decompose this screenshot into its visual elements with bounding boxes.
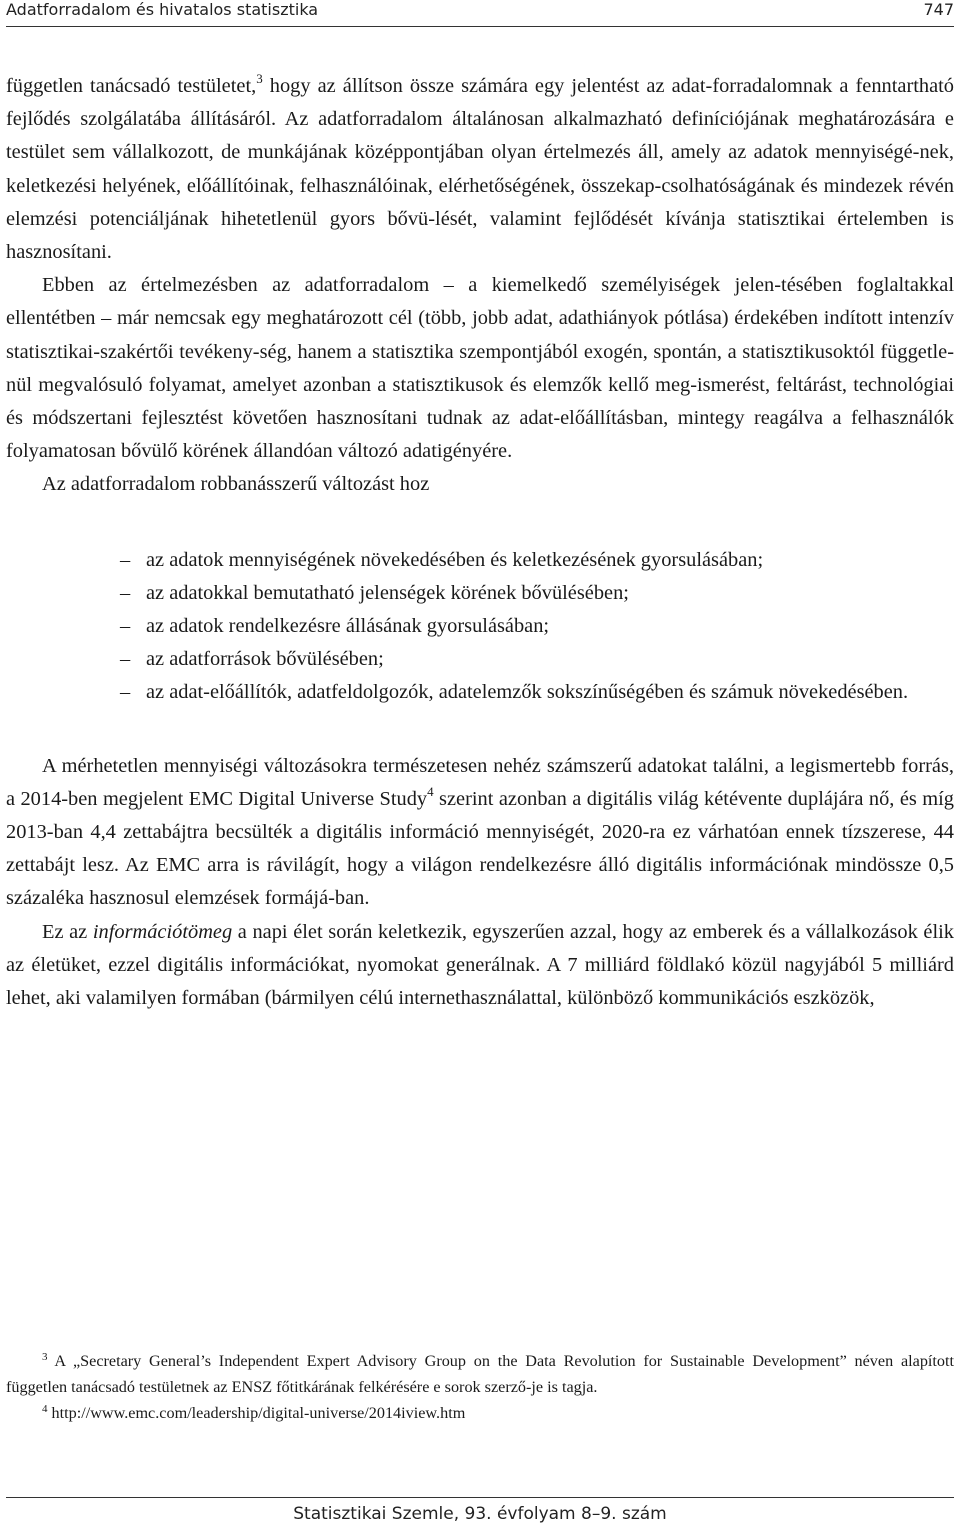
list-item-text: az adatforrások bővülésében; — [146, 648, 384, 671]
list-item-text: az adatokkal bemutatható jelenségek körének bővülésében; — [146, 581, 629, 604]
dash-bullet: – — [120, 581, 131, 604]
footnote-3 — [6, 1348, 954, 1400]
paragraph-1-text-a: független tanácsadó testületet, — [6, 75, 257, 97]
article-body — [6, 70, 954, 1015]
paragraph-5 — [6, 916, 954, 1016]
paragraph-1 — [6, 70, 954, 269]
list-item — [6, 544, 954, 577]
dash-bullet: – — [120, 615, 131, 638]
page-number: 747 — [923, 0, 954, 19]
spacer — [6, 502, 954, 544]
footnote-text: A „Secretary General’s Independent Expert Advisory Group on the Data Revolution for Sustainable Development” néven alapított független tanácsadó testületnek az ENSZ főtitkárának felkérésére e sorok szerző-je is tagja. — [6, 1352, 954, 1396]
paragraph-3: Az adatforradalom robbanásszerű változást hoz — [42, 473, 430, 496]
footnotes — [6, 1348, 954, 1426]
running-footer: Statisztikai Szemle, 93. évfolyam 8–9. szám — [293, 1504, 667, 1524]
footnote-ref-4[interactable]: 4 — [427, 783, 434, 799]
paragraph-4 — [6, 750, 954, 916]
paragraph-4-text-b: szerint azonban a digitális világ kétévente duplájára nő, és míg 2013-ban 4,4 zettabájtra becsülték a digitális információ mennyiségét, 2020-ra ez várhatóan ennek tízszerese, 44 zettabájt lesz. Az EMC arra is rávilágít, hogy a világon rendelkezésre álló digitális információnak mindössze 0,5 százaléka hasznosul elemzések formájá-ban. — [6, 787, 954, 910]
paragraph-5-text-b: a napi élet során keletkezik, egyszerűen azzal, hogy az emberek és a vállalkozások élik az életüket, ezzel digitális információkat, nyomokat generálnak. A 7 milliárd földlakó közül nagyjából 5 milliárd lehet, aki valamilyen formában (bármilyen célú internethasználattal, különböző kommunikációs eszközök, — [6, 920, 954, 1010]
list-item-text: az adat-előállítók, adatfeldolgozók, adatelemzők sokszínűségében és számuk növekedésében. — [146, 681, 909, 704]
paragraph-5-emphasis: információtömeg — [92, 920, 233, 943]
header-divider — [6, 26, 954, 27]
footnote-4 — [6, 1400, 954, 1426]
change-list — [6, 544, 954, 710]
running-header — [6, 0, 954, 22]
list-item-text: az adatok mennyiségének növekedésében és keletkezésének gyorsulásában; — [146, 548, 764, 571]
list-item — [6, 577, 954, 610]
list-item — [6, 676, 954, 709]
dash-bullet: – — [120, 548, 131, 571]
paragraph-1-text-b: hogy az állítson össze számára egy jelentést az adat-forradalomnak a fenntartható fejlődés szolgálatába állításáról. Az adatforradalom általánosan alkalmazható definíciójának meghatározására e testület sem vállalkozott, de munkájának középpontjában olyan értelmezés áll, amely az adatok mennyiségé-nek, keletkezési helyének, előállítóinak, felhasználóinak, elérhetőségének, összekap-csolhatóságának és mindezek révén elemzési potenciáljának hihetetlenül gyors bővü-lését, valamint fejlődését kívánja statisztikai értelemben is hasznosítani. — [6, 75, 955, 264]
list-item — [6, 643, 954, 676]
dash-bullet: – — [120, 648, 131, 671]
footnote-number: 4 — [42, 1403, 48, 1415]
list-item — [6, 610, 954, 643]
footnote-ref-3[interactable]: 3 — [256, 71, 263, 86]
footnote-number: 3 — [42, 1351, 48, 1363]
spacer — [6, 710, 954, 750]
footer-divider — [6, 1497, 954, 1498]
dash-bullet: – — [120, 681, 131, 704]
paragraph-2: Ebben az értelmezésben az adatforradalom – a kiemelkedő személyiségek jelen-tésében foglaltakkal ellentétben – már nemcsak egy meghatározott cél (több, jobb adat, adathiányok pótlása) érdekében indított intenzív statisztikai-szakértői tevékeny-ség, hanem a statisztika szempontjából exogén, spontán, a statisztikusoktól függetle-nül megvalósuló folyamat, amelyet azonban a statisztikusok és elemzők kellő meg-ismerést, feltárást, technológiai és módszertani fejlesztést követően hasznosítani tudnak az adat-előállításban, mintegy reagálva a felhasználók folyamatosan bővülő körének állandóan változó adatigényére. — [6, 274, 954, 463]
journal-section-title: Adatforradalom és hivatalos statisztika — [6, 0, 319, 19]
list-item-text: az adatok rendelkezésre állásának gyorsulásában; — [146, 615, 550, 638]
paragraph-4-text-a: A mérhetetlen mennyiségi változásokra természetesen nehéz számszerű adatokat találni, a legismertebb forrás, a 2014-ben megjelent EMC Digital Universe Study — [6, 754, 954, 810]
footnote-link[interactable]: http://www.emc.com/leadership/digital-universe/2014iview.htm — [47, 1404, 466, 1422]
paragraph-5-text-a: Ez az — [42, 920, 93, 943]
